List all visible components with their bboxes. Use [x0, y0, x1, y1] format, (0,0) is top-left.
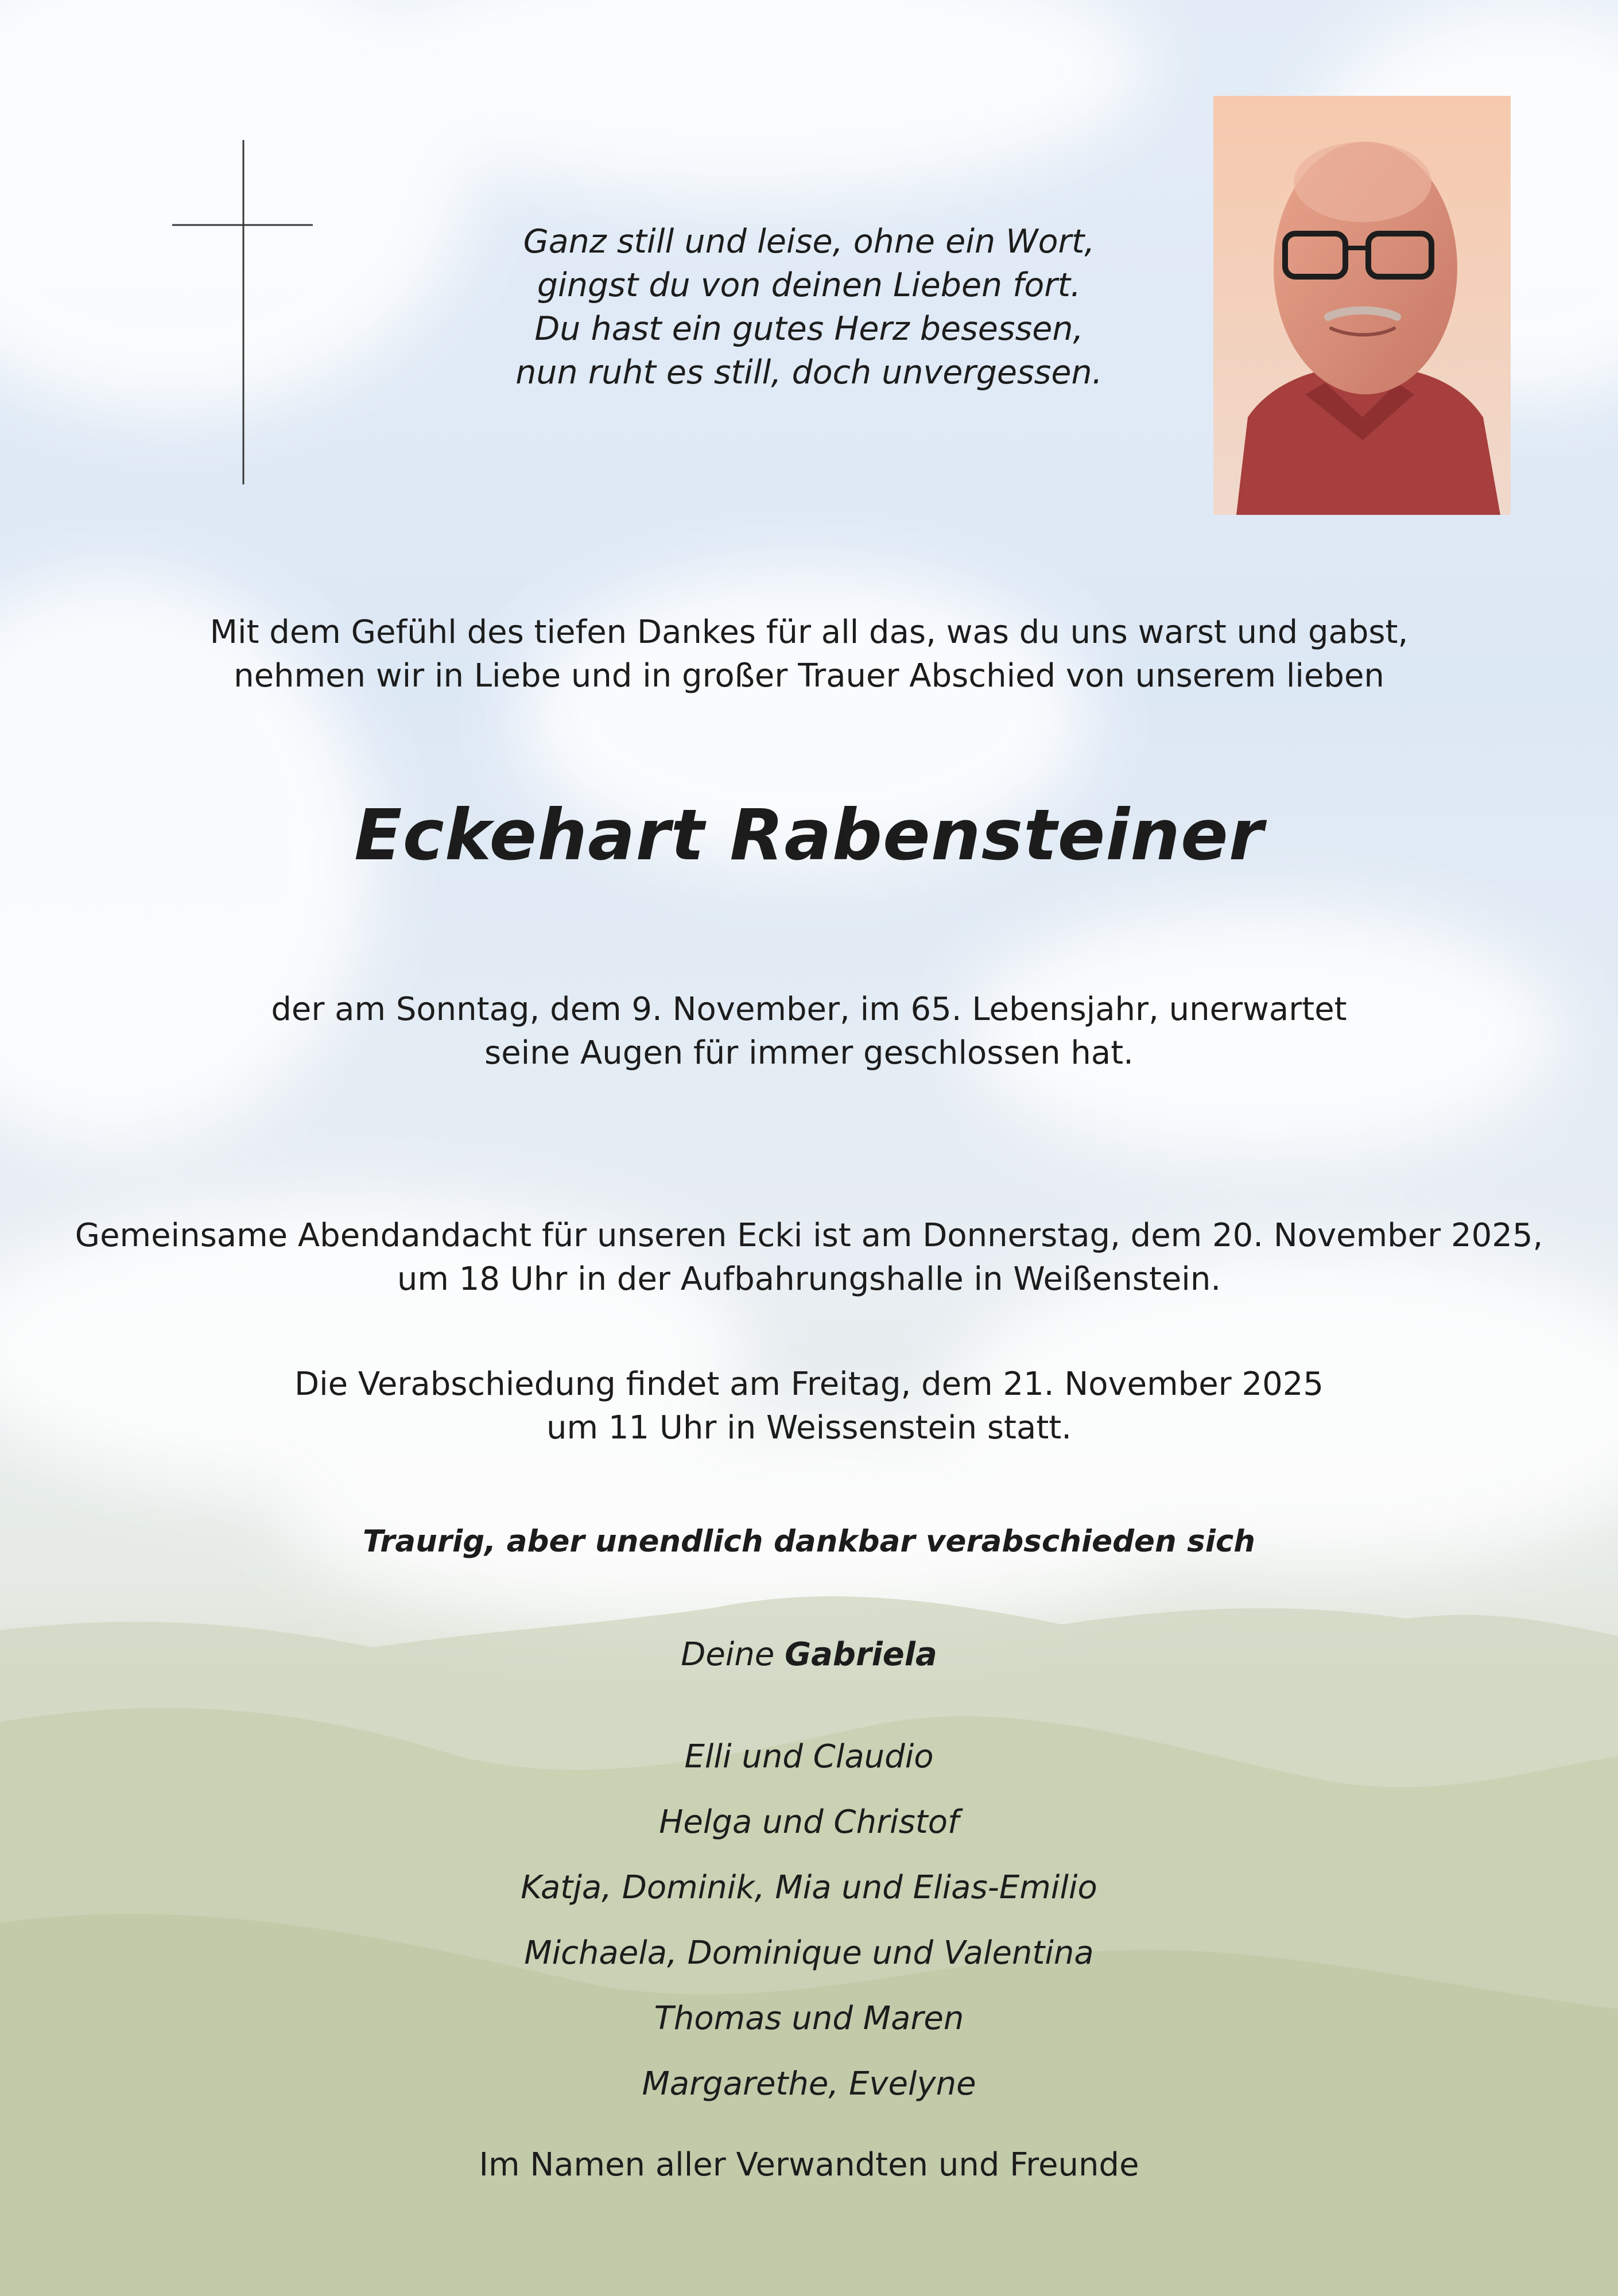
vigil-line: Gemeinsame Abendandacht für unseren Ecki ist am Donnerstag, dem 20. November 2025,: [75, 1217, 1543, 1254]
intro-text: [0, 611, 1618, 698]
farewell-line: Die Verabschiedung findet am Freitag, dem 21. November 2025: [294, 1366, 1324, 1403]
poem-line: gingst du von deinen Lieben fort.: [537, 266, 1081, 304]
farewell-line: um 11 Uhr in Weissenstein statt.: [546, 1409, 1072, 1446]
spouse-prefix: Deine: [681, 1636, 775, 1673]
family-member: Elli und Claudio: [684, 1738, 934, 1775]
vigil-line: um 18 Uhr in der Aufbahrungshalle in Weißenstein.: [397, 1261, 1221, 1298]
intro-line: Mit dem Gefühl des tiefen Dankes für all das, was du uns warst und gabst,: [209, 614, 1409, 651]
poem-line: nun ruht es still, doch unvergessen.: [515, 354, 1103, 391]
death-notice: [0, 988, 1618, 1075]
spouse-line: [0, 1635, 1618, 1675]
death-notice-line: der am Sonntag, dem 9. November, im 65. Lebensjahr, unerwartet: [271, 991, 1347, 1028]
deceased-name: Eckehart Rabensteiner: [354, 794, 1264, 876]
death-notice-line: seine Augen für immer geschlossen hat.: [484, 1034, 1134, 1072]
poem-line: Du hast ein gutes Herz besessen,: [534, 310, 1084, 348]
family-member: Thomas und Maren: [654, 2000, 964, 2037]
poem-line: Ganz still und leise, ohne ein Wort,: [523, 223, 1095, 261]
family-member: Helga und Christof: [659, 1804, 959, 1841]
footer-line: Im Namen aller Verwandten und Freunde: [479, 2146, 1139, 2183]
intro-line: nehmen wir in Liebe und in großer Trauer Abschied von unserem lieben: [234, 657, 1384, 695]
vigil-info: [0, 1214, 1618, 1301]
spouse-name: Gabriela: [785, 1636, 937, 1673]
family-list: [0, 1724, 1618, 2117]
closing-line: Traurig, aber unendlich dankbar verabschieden sich: [362, 1524, 1256, 1559]
family-member: Michaela, Dominique und Valentina: [524, 1934, 1094, 1972]
farewell-info: [0, 1363, 1618, 1450]
family-member: Margarethe, Evelyne: [642, 2065, 976, 2103]
family-member: Katja, Dominik, Mia und Elias-Emilio: [521, 1869, 1097, 1906]
poem: [0, 220, 1618, 394]
